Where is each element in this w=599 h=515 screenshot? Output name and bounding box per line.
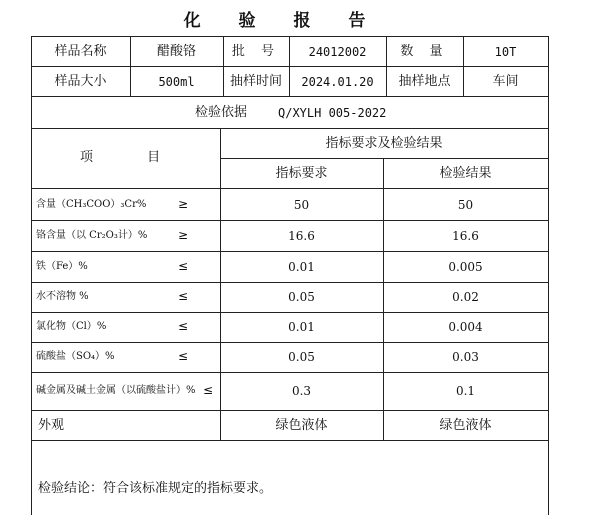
row-requirement-value: 0.05	[288, 290, 315, 304]
row-requirement-value: 16.6	[288, 229, 315, 243]
quantity-label: 数 量	[400, 44, 449, 59]
row-result-value: 0.004	[448, 320, 483, 334]
sampling-place-label: 抽样地点	[398, 74, 451, 89]
sample-size-label: 样品大小	[54, 74, 107, 89]
row-result-value: 0.1	[455, 384, 476, 398]
quantity-value: 10T	[494, 45, 517, 59]
row-item-label: 铁（Fe）%	[36, 261, 88, 272]
row-item-label: 水不溶物 %	[36, 291, 89, 302]
row-item-label: 含量（CH₃COO）₃Cr%	[36, 199, 147, 210]
row-requirement-value: 0.01	[288, 320, 315, 334]
row-requirement-value: 0.3	[291, 384, 312, 398]
row-item-label: 碱金属及碱土金属（以硫酸盐计）%	[36, 385, 196, 396]
row-item-label: 氯化物（Cl）%	[36, 321, 107, 332]
row-result-value: 0.005	[448, 260, 483, 274]
batch-value: 24012002	[308, 45, 367, 59]
row-result-value: 50	[457, 198, 474, 212]
batch-label: 批 号	[231, 44, 281, 59]
basis-label: 检验依据	[195, 105, 248, 120]
row-comparator: ≥	[178, 228, 189, 242]
item-column-header: 项 目	[80, 150, 161, 165]
sample-name-label: 样品名称	[54, 44, 107, 59]
row-comparator: ≤	[178, 289, 189, 303]
conclusion-text: 检验结论：符合该标准规定的指标要求。	[38, 481, 273, 496]
appearance-label: 外观	[38, 418, 65, 433]
row-comparator: ≤	[178, 319, 189, 333]
row-comparator: ≥	[178, 197, 189, 211]
report-title: 化 验 报 告	[183, 11, 382, 31]
sample-name-value: 醋酸铬	[156, 44, 196, 59]
sampling-place-value: 车间	[492, 74, 519, 89]
row-comparator: ≤	[178, 259, 189, 273]
row-result-value: 0.02	[452, 290, 479, 304]
row-comparator: ≤	[203, 383, 214, 397]
sampling-time-value: 2024.01.20	[301, 75, 374, 89]
row-requirement-value: 0.01	[288, 260, 315, 274]
basis-value: Q/XYLH 005-2022	[278, 106, 387, 120]
row-comparator: ≤	[178, 349, 189, 363]
result-column-header: 检验结果	[439, 166, 492, 181]
appearance-requirement: 绿色液体	[275, 418, 328, 433]
requirement-column-header: 指标要求	[275, 166, 328, 181]
row-requirement-value: 50	[293, 198, 310, 212]
sample-size-value: 500ml	[158, 75, 195, 89]
criteria-group-header: 指标要求及检验结果	[325, 136, 443, 151]
row-result-value: 0.03	[452, 350, 479, 364]
row-requirement-value: 0.05	[288, 350, 315, 364]
row-item-label: 铬含量（以 Cr₂O₃计）%	[36, 230, 148, 241]
row-item-label: 硫酸盐（SO₄）%	[36, 351, 115, 362]
row-result-value: 16.6	[452, 229, 479, 243]
appearance-result: 绿色液体	[439, 418, 492, 433]
sampling-time-label: 抽样时间	[229, 74, 282, 89]
